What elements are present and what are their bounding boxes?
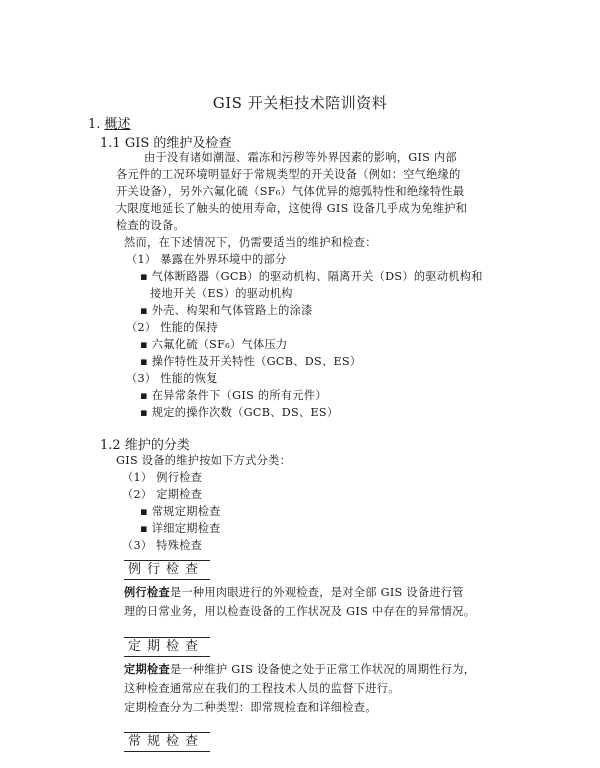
list-item: ▪ 外壳、构架和气体管路上的涂漆 (140, 304, 313, 317)
periodic-check-text: 是一种维护 GIS 设备使之处于正常工作状况的周期性行为， (169, 663, 476, 676)
intro-line-5: 检查的设备。 (116, 219, 185, 232)
list-item: ▪ 规定的操作次数（GCB、DS、ES） (140, 406, 339, 419)
intro-line-2: 各元件的工况环境明显好于常规类型的开关设备（例如：空气绝缘的 (116, 168, 461, 181)
list-item: ▪ 在异常条件下（GIS 的所有元件） (140, 389, 327, 402)
list-item: ▪ 详细定期检查 (140, 522, 221, 535)
periodic-check-line-1 (124, 661, 475, 678)
section-1-1-title: GIS 的维护及检查 (124, 136, 232, 151)
list-item: （2） 性能的保持 (126, 321, 218, 334)
periodic-check-line-2: 这种检查通常应在我们的工程技术人员的监督下进行。 (124, 682, 400, 695)
section-1-number: 1. (88, 117, 101, 132)
routine-check-heading: 例行检查 (124, 560, 210, 580)
routine-check-term: 例行检查 (124, 585, 170, 599)
section-1-2-intro: GIS 设备的维护按如下方式分类： (116, 454, 292, 467)
list-item: ▪ 操作特性及开关特性（GCB、DS、ES） (140, 355, 362, 368)
section-1-title: 概述 (104, 117, 131, 132)
list-item: ▪ 常规定期检查 (140, 505, 221, 518)
routine-check-text: 是一种用肉眼进行的外观检查，是对全部 GIS 设备进行管 (169, 586, 464, 599)
list-item: （2） 定期检查 (122, 488, 203, 501)
list-item: 接地开关（ES）的驱动机构 (150, 287, 293, 300)
list-item: （3） 特殊检查 (122, 539, 203, 552)
followup-line: 然而，在下述情况下，仍需要适当的维护和检查： (124, 236, 377, 249)
list-item: （1） 例行检查 (122, 471, 203, 484)
list-item: ▪ 气体断路器（GCB）的驱动机构、隔离开关（DS）的驱动机构和 (140, 270, 483, 283)
section-1-2-heading (100, 434, 190, 453)
section-1-heading (88, 113, 131, 132)
periodic-check-term: 定期检查 (124, 662, 170, 676)
intro-line-1: 由于没有诸如潮湿、霜冻和污秽等外界因素的影响，GIS 内部 (144, 151, 457, 164)
periodic-check-line-3: 定期检查分为二种类型：即常规检查和详细检查。 (124, 701, 377, 714)
list-item: （3） 性能的恢复 (126, 372, 218, 385)
regular-check-heading: 常规检查 (124, 732, 210, 752)
section-1-2-number: 1.2 (100, 438, 121, 453)
section-1-2-title: 维护的分类 (124, 438, 190, 453)
document-title: GIS 开关柜技术陪训资料 (212, 94, 388, 112)
list-item: （1） 暴露在外界环境中的部分 (126, 253, 287, 266)
routine-check-line-1 (124, 584, 464, 601)
routine-check-line-2: 理的日常业务，用以检查设备的工作状况及 GIS 中存在的异常情况。 (124, 605, 476, 618)
list-item: ▪ 六氟化硫（SF₆）气体压力 (140, 338, 288, 351)
intro-line-3: 开关设备），另外六氟化硫（SF₆）气体优异的熄弧特性和绝缘特性最 (116, 185, 465, 198)
section-1-1-number: 1.1 (100, 136, 121, 151)
periodic-check-heading: 定期检查 (124, 637, 210, 657)
intro-line-4: 大限度地延长了触头的使用寿命，这使得 GIS 设备几乎成为免维护和 (116, 202, 468, 215)
